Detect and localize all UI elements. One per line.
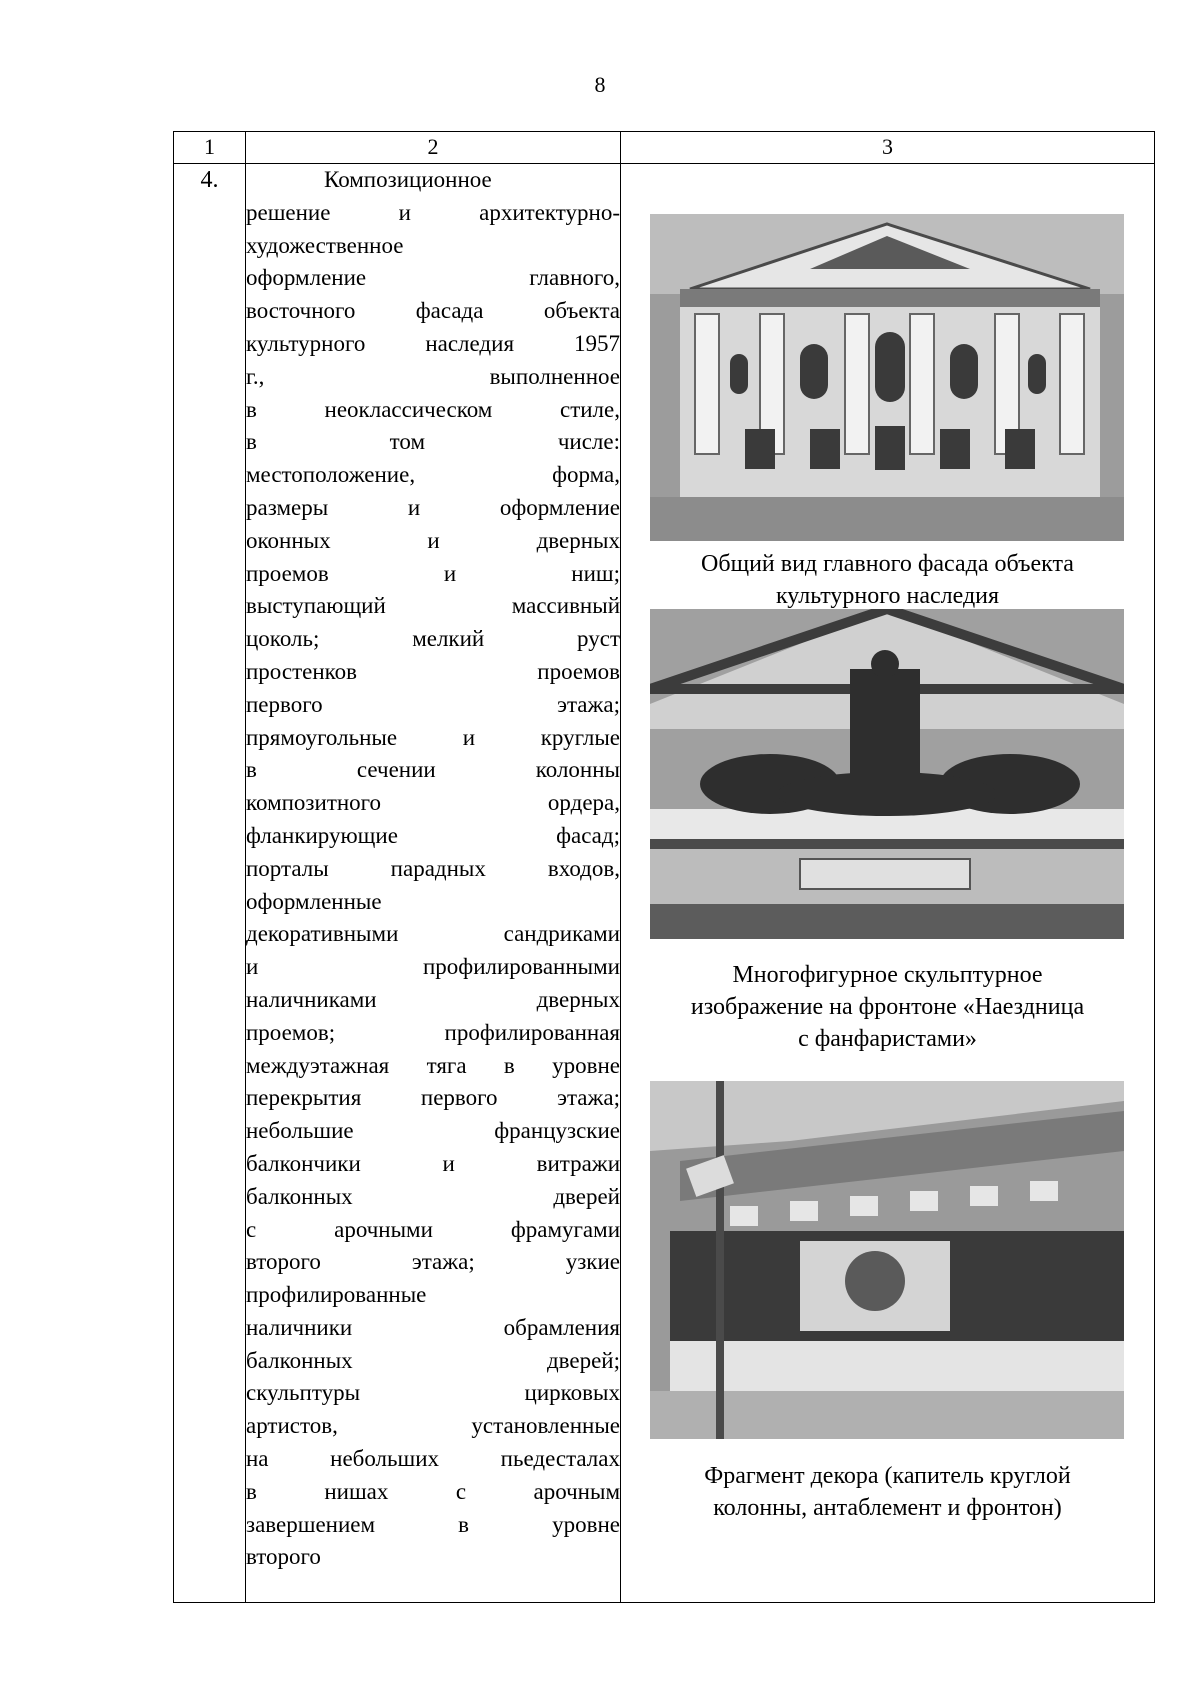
- description-line: и профилированными: [246, 954, 620, 980]
- description-line: перекрытия первого этажа;: [246, 1085, 620, 1111]
- caption-line: Общий вид главного фасада объекта: [701, 551, 1074, 577]
- description-line: оформленные: [246, 888, 382, 914]
- description-line: наличники обрамления: [246, 1314, 620, 1340]
- heritage-table: [173, 131, 1155, 1603]
- description-line: решение и архитектурно-: [246, 199, 620, 225]
- description-line: порталы парадных входов,: [246, 855, 620, 881]
- description-line: в неоклассическом стиле,: [246, 396, 620, 422]
- description-line: декоративными сандриками: [246, 921, 620, 947]
- caption-line: с фанфаристами»: [798, 1026, 977, 1052]
- description-line: Композиционное: [324, 167, 492, 192]
- description-line: проемов и ниш;: [246, 560, 620, 586]
- description-line: балконных дверей;: [246, 1347, 620, 1373]
- description-line: скульптуры цирковых: [246, 1380, 620, 1406]
- description-line: художественное: [246, 232, 404, 258]
- description-line: цоколь; мелкий руст: [246, 626, 620, 652]
- description-line: культурного наследия 1957: [246, 330, 620, 356]
- description-line: простенков проемов: [246, 658, 620, 684]
- caption-line: культурного наследия: [775, 583, 1000, 609]
- description-line: наличниками дверных: [246, 986, 620, 1012]
- description-line: профилированные: [246, 1282, 427, 1308]
- column-header-2: 2: [246, 132, 621, 164]
- description-line: артистов, установленные: [246, 1413, 620, 1439]
- pediment-sculpture-photo: [650, 609, 1124, 939]
- description-line: завершением в уровне: [246, 1511, 620, 1537]
- description-line: в сечении колонны: [246, 757, 620, 783]
- caption-line: Многофигурное скульптурное: [732, 962, 1043, 988]
- page-number: 8: [594, 72, 606, 97]
- description-line: проемов; профилированная: [246, 1019, 620, 1045]
- description-line: первого этажа;: [246, 691, 620, 717]
- table-header-row: [174, 132, 1155, 164]
- description-line: размеры и оформление: [246, 494, 620, 520]
- description-line: г., выполненное: [246, 363, 620, 389]
- description-line: с арочными фрамугами: [246, 1216, 620, 1242]
- description-line: междуэтажная тяга в уровне: [246, 1052, 620, 1078]
- description-line: композитного ордера,: [246, 790, 620, 816]
- description-line: выступающий массивный: [246, 593, 620, 619]
- column-header-1: 1: [174, 132, 246, 164]
- description-line: балкончики и витражи: [246, 1150, 620, 1176]
- row-description: [246, 164, 621, 1603]
- description-line: оформление главного,: [246, 265, 620, 291]
- caption-line: колонны, антаблемент и фронтон): [713, 1495, 1062, 1521]
- description-line: прямоугольные и круглые: [246, 724, 620, 750]
- table-row: [174, 164, 1155, 1603]
- row-images: [621, 164, 1155, 1603]
- caption-line: Фрагмент декора (капитель круглой: [704, 1463, 1071, 1489]
- row-number: 4.: [174, 164, 246, 1603]
- description-line: в нишах с арочным: [246, 1478, 620, 1504]
- decor-caption: [621, 1460, 1154, 1524]
- description-line: балконных дверей: [246, 1183, 620, 1209]
- description-line: в том числе:: [246, 429, 620, 455]
- column-header-3: 3: [621, 132, 1155, 164]
- description-line: второго этажа; узкие: [246, 1249, 620, 1275]
- facade-photo: [650, 214, 1124, 541]
- pediment-caption: [621, 959, 1154, 1055]
- description-line: местоположение, форма,: [246, 462, 620, 488]
- decor-fragment-photo: [650, 1081, 1124, 1439]
- description-line: фланкирующие фасад;: [246, 822, 620, 848]
- description-line: на небольших пьедесталах: [246, 1446, 620, 1472]
- facade-caption: [621, 548, 1154, 612]
- caption-line: изображение на фронтоне «Наездница: [690, 994, 1085, 1020]
- description-line: восточного фасада объекта: [246, 298, 620, 324]
- description-line: второго: [246, 1544, 321, 1570]
- description-line: небольшие французские: [246, 1118, 620, 1144]
- description-line: оконных и дверных: [246, 527, 620, 553]
